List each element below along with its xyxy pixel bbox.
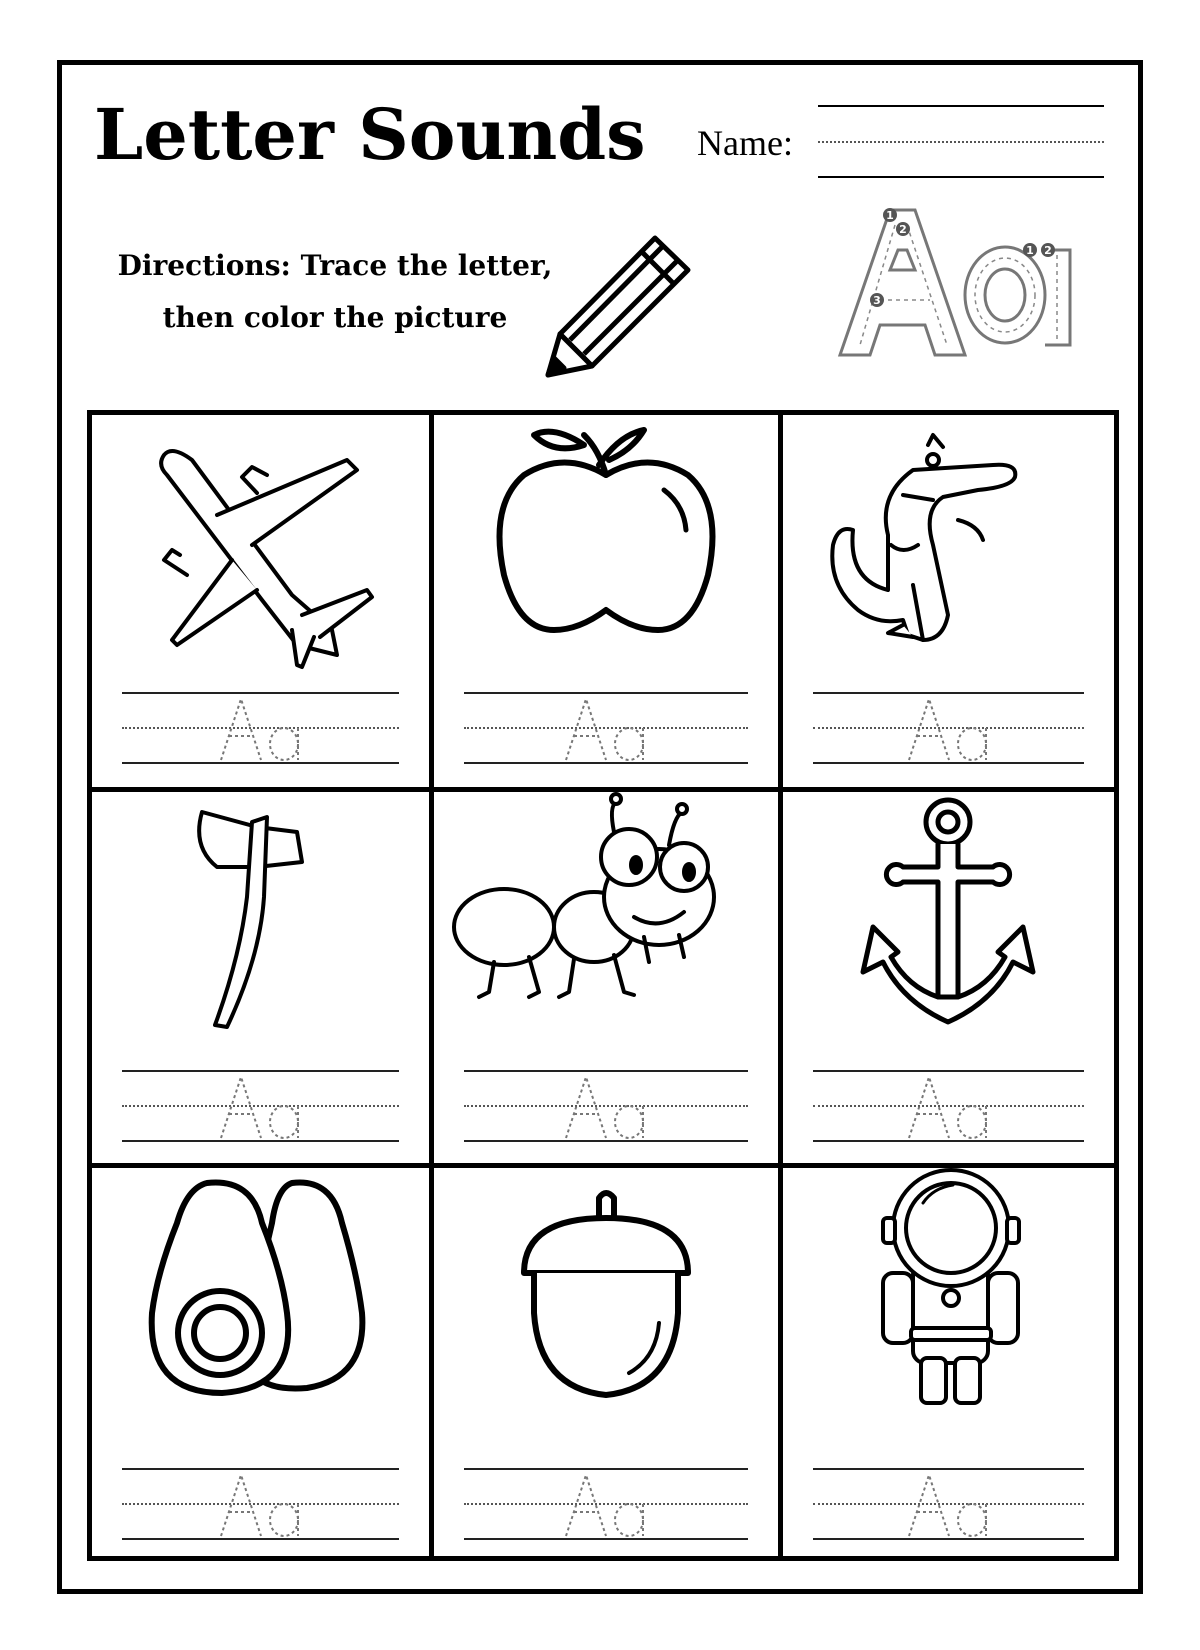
- trace-letter-aa: [904, 1470, 994, 1538]
- stroke-number-2: 2: [899, 223, 907, 236]
- trace-letter-aa: [904, 694, 994, 762]
- trace-letter-aa: [216, 694, 306, 762]
- anchor-icon: [783, 787, 1114, 1047]
- cell-acorn: [434, 1163, 778, 1556]
- trace-lines[interactable]: [122, 1468, 399, 1538]
- pencil-icon: [540, 230, 700, 380]
- trace-lines[interactable]: [813, 692, 1084, 762]
- trace-lines[interactable]: [464, 1070, 748, 1140]
- cell-anchor: [783, 787, 1114, 1158]
- axe-icon: [92, 787, 429, 1047]
- stroke-number-1: 1: [886, 209, 894, 222]
- trace-lines[interactable]: [122, 1070, 399, 1140]
- cell-airplane: [92, 415, 429, 782]
- cell-apple: [434, 415, 778, 782]
- directions: [95, 240, 575, 344]
- name-line-top: [818, 105, 1104, 107]
- alligator-icon: [783, 415, 1114, 675]
- astronaut-icon: [783, 1163, 1114, 1423]
- acorn-icon: [434, 1163, 778, 1423]
- stroke-number-a2: 2: [1044, 244, 1052, 257]
- name-label: Name:: [697, 123, 793, 163]
- trace-letter-aa: [561, 1072, 651, 1140]
- trace-lines[interactable]: [813, 1468, 1084, 1538]
- stroke-number-3: 3: [873, 294, 881, 307]
- trace-lines[interactable]: [122, 692, 399, 762]
- trace-letter-aa: [561, 1470, 651, 1538]
- trace-letter-aa: [904, 1072, 994, 1140]
- cell-axe: [92, 787, 429, 1158]
- trace-lines[interactable]: [464, 1468, 748, 1538]
- trace-lines[interactable]: [813, 1070, 1084, 1140]
- trace-lines[interactable]: [464, 692, 748, 762]
- stroke-number-a1: 1: [1026, 244, 1034, 257]
- trace-letter-aa: [561, 694, 651, 762]
- cell-avocado: [92, 1163, 429, 1556]
- cell-ant: [434, 787, 778, 1158]
- name-line-bottom: [818, 176, 1104, 178]
- apple-icon: [434, 415, 778, 675]
- avocado-icon: [92, 1163, 429, 1423]
- page-title: Letter Sounds: [94, 93, 646, 176]
- aa-stroke-order-icon: [835, 200, 1085, 380]
- airplane-icon: [92, 415, 429, 675]
- trace-letter-aa: [216, 1470, 306, 1538]
- ant-icon: [434, 787, 778, 1047]
- cell-astronaut: [783, 1163, 1114, 1556]
- name-field[interactable]: [818, 141, 1104, 143]
- directions-line-1: Directions: Trace the letter,: [117, 249, 553, 282]
- directions-line-2: then color the picture: [162, 301, 508, 334]
- cell-alligator: [783, 415, 1114, 782]
- trace-letter-aa: [216, 1072, 306, 1140]
